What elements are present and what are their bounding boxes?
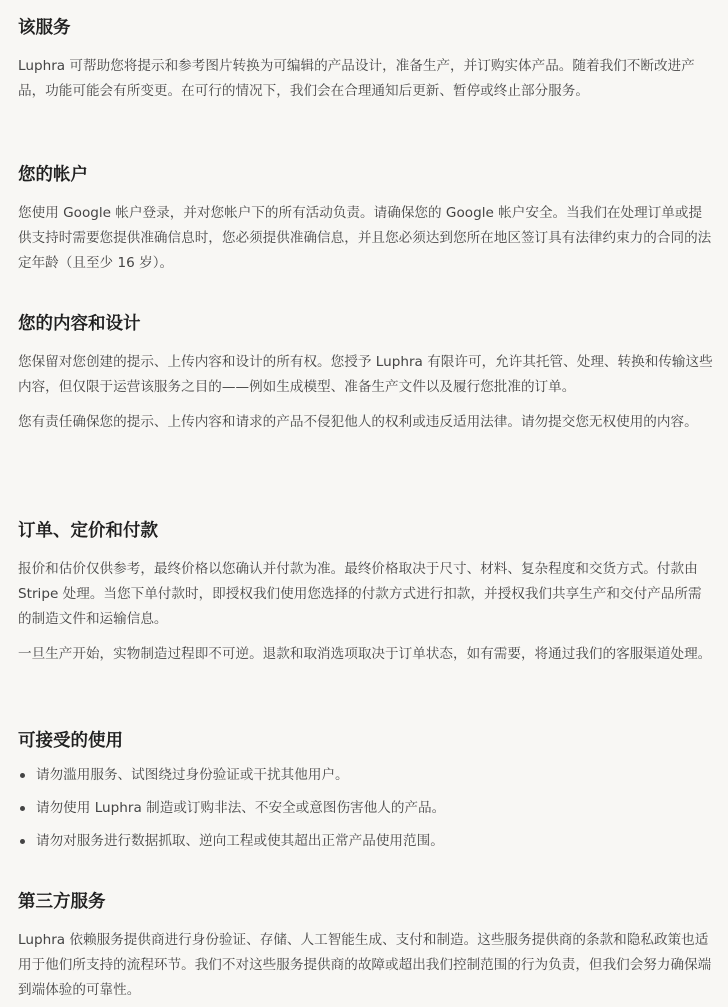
bullet-icon bbox=[20, 806, 25, 811]
section-content-design bbox=[18, 312, 714, 435]
bullet-icon bbox=[20, 773, 25, 778]
section-paragraph: 您有责任确保您的提示、上传内容和请求的产品不侵犯他人的权利或违反适用法律。请勿提交您无权使用的内容。 bbox=[18, 414, 698, 430]
list-item bbox=[18, 829, 714, 854]
list-item-text: 请勿对服务进行数据抓取、逆向工程或使其超出正常产品使用范围。 bbox=[36, 833, 444, 849]
list-item bbox=[18, 796, 714, 821]
section-title: 第三方服务 bbox=[18, 892, 106, 912]
section-paragraph: 您保留对您创建的提示、上传内容和设计的所有权。您授予 Luphra 有限许可，允许其托管、处理、转换和传输这些内容，但仅限于运营该服务之目的——例如生成模型、准备生产文件以及履行您批准的订单。 bbox=[18, 354, 713, 395]
section-title: 可接受的使用 bbox=[18, 731, 123, 751]
section-acceptable-use bbox=[18, 729, 714, 854]
section-title: 订单、定价和付款 bbox=[18, 521, 158, 541]
section-paragraph: Luphra 可帮助您将提示和参考图片转换为可编辑的产品设计，准备生产，并订购实体产品。随着我们不断改进产品，功能可能会有所变更。在可行的情况下，我们会在合理通知后更新、暂停或终止部分服务。 bbox=[18, 58, 695, 99]
section-paragraph: 报价和估价仅供参考，最终价格以您确认并付款为准。最终价格取决于尺寸、材料、复杂程度和交货方式。付款由 Stripe 处理。当您下单付款时，即授权我们使用您选择的付款方式进行扣款，并授权我们共享生产和交付产品所需的制造文件和运输信息。 bbox=[18, 561, 702, 627]
section-account bbox=[18, 163, 714, 276]
section-title: 您的帐户 bbox=[18, 165, 88, 185]
section-third-party bbox=[18, 890, 714, 1003]
acceptable-use-list bbox=[18, 763, 714, 854]
section-paragraph: 一旦生产开始，实物制造过程即不可逆。退款和取消选项取决于订单状态，如有需要，将通过我们的客服渠道处理。 bbox=[18, 646, 712, 662]
list-item bbox=[18, 763, 714, 788]
section-paragraph: 您使用 Google 帐户登录，并对您帐户下的所有活动负责。请确保您的 Google 帐户安全。当我们在处理订单或提供支持时需要您提供准确信息时，您必须提供准确信息，并且您必须达到您所在地区签订具有法律约束力的合同的法定年龄（且至少 16 岁）。 bbox=[18, 205, 712, 271]
bullet-icon bbox=[20, 839, 25, 844]
section-paragraph: Luphra 依赖服务提供商进行身份验证、存储、人工智能生成、支付和制造。这些服务提供商的条款和隐私政策也适用于他们所支持的流程环节。我们不对这些服务提供商的故障或超出我们控制范围的行为负责，但我们会努力确保端到端体验的可靠性。 bbox=[18, 932, 712, 998]
list-item-text: 请勿滥用服务、试图绕过身份验证或干扰其他用户。 bbox=[36, 767, 349, 783]
section-orders-pricing bbox=[18, 519, 714, 667]
section-service bbox=[18, 16, 714, 104]
section-title: 您的内容和设计 bbox=[18, 314, 141, 334]
list-item-text: 请勿使用 Luphra 制造或订购非法、不安全或意图伤害他人的产品。 bbox=[36, 800, 446, 816]
section-title: 该服务 bbox=[18, 18, 71, 38]
